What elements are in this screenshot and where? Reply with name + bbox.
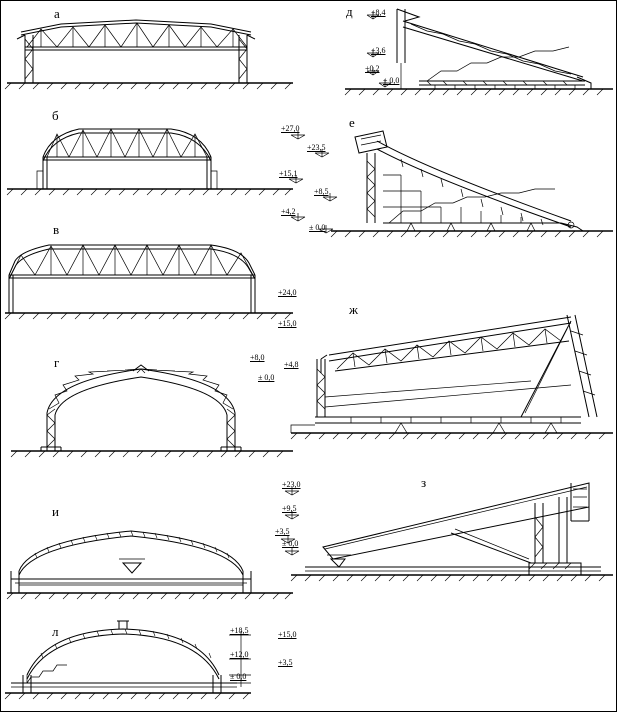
figure-label-zh: ж (349, 302, 358, 317)
figure-label-b: б (52, 108, 59, 123)
elevation-mark-z-2: +9,5 (282, 504, 297, 513)
elevation-mark-d-4: ± 0,0 (383, 76, 400, 85)
figure-a-drawing (1, 1, 301, 101)
figure-b-drawing (1, 101, 301, 211)
figure-i-drawing (1, 497, 301, 609)
elevation-mark-z-1: +23,0 (282, 480, 301, 489)
elevation-mark-d-1: +8,4 (371, 8, 386, 17)
elevation-mark-z-3: +3,5 (275, 527, 290, 536)
figure-v-drawing (1, 215, 301, 335)
figure-label-a: а (54, 6, 60, 21)
elevation-mark-d-3: +0,2 (365, 64, 380, 73)
elevation-mark-e-5: +4,2 (281, 207, 296, 216)
figure-z (271, 467, 617, 593)
figure-label-v: в (53, 222, 60, 237)
elevation-mark-e-4: +8,5 (314, 187, 329, 196)
elevation-mark-v-2: +15,0 (278, 319, 297, 328)
elevation-mark-l-2: +15,0 (278, 630, 297, 639)
figure-zh-drawing (281, 297, 617, 457)
figure-zh (281, 297, 617, 457)
elevation-mark-l-3: +12,0 (230, 650, 249, 659)
figure-v (1, 215, 301, 335)
elevation-mark-l-4: +3,5 (278, 658, 293, 667)
figure-label-g: г (54, 355, 60, 370)
elevation-mark-v-1: +24,0 (278, 288, 297, 297)
figure-label-z: з (421, 475, 427, 490)
figure-label-d: д (346, 4, 353, 19)
elevation-mark-z-4: ± 0,0 (282, 539, 299, 548)
figure-a (1, 1, 301, 101)
figure-g (1, 347, 301, 467)
figure-label-l: л (52, 624, 59, 639)
elevation-mark-e-6: ± 0,0 (309, 223, 326, 232)
figure-d (331, 1, 617, 109)
elevation-mark-e-3: +15,1 (279, 169, 298, 178)
elevation-mark-v-5: ± 0,0 (258, 373, 275, 382)
figure-label-i: и (52, 504, 59, 519)
elevation-mark-d-2: +3,6 (371, 46, 386, 55)
figure-l-drawing (1, 617, 301, 712)
figure-b (1, 101, 301, 211)
figure-g-drawing (1, 347, 301, 467)
figure-z-drawing (271, 467, 617, 593)
figure-d-drawing (331, 1, 617, 109)
elevation-mark-e-1: +27,0 (281, 124, 300, 133)
elevation-mark-l-5: ± 0,0 (230, 672, 247, 681)
figure-i (1, 497, 301, 609)
elevation-mark-l-1: +18,5 (230, 626, 249, 635)
elevation-mark-v-3: +8,0 (250, 353, 265, 362)
figure-label-e: е (349, 115, 355, 130)
elevation-mark-e-2: +23,5 (307, 143, 326, 152)
elevation-mark-v-4: +4,8 (284, 360, 299, 369)
figure-l (1, 617, 301, 712)
